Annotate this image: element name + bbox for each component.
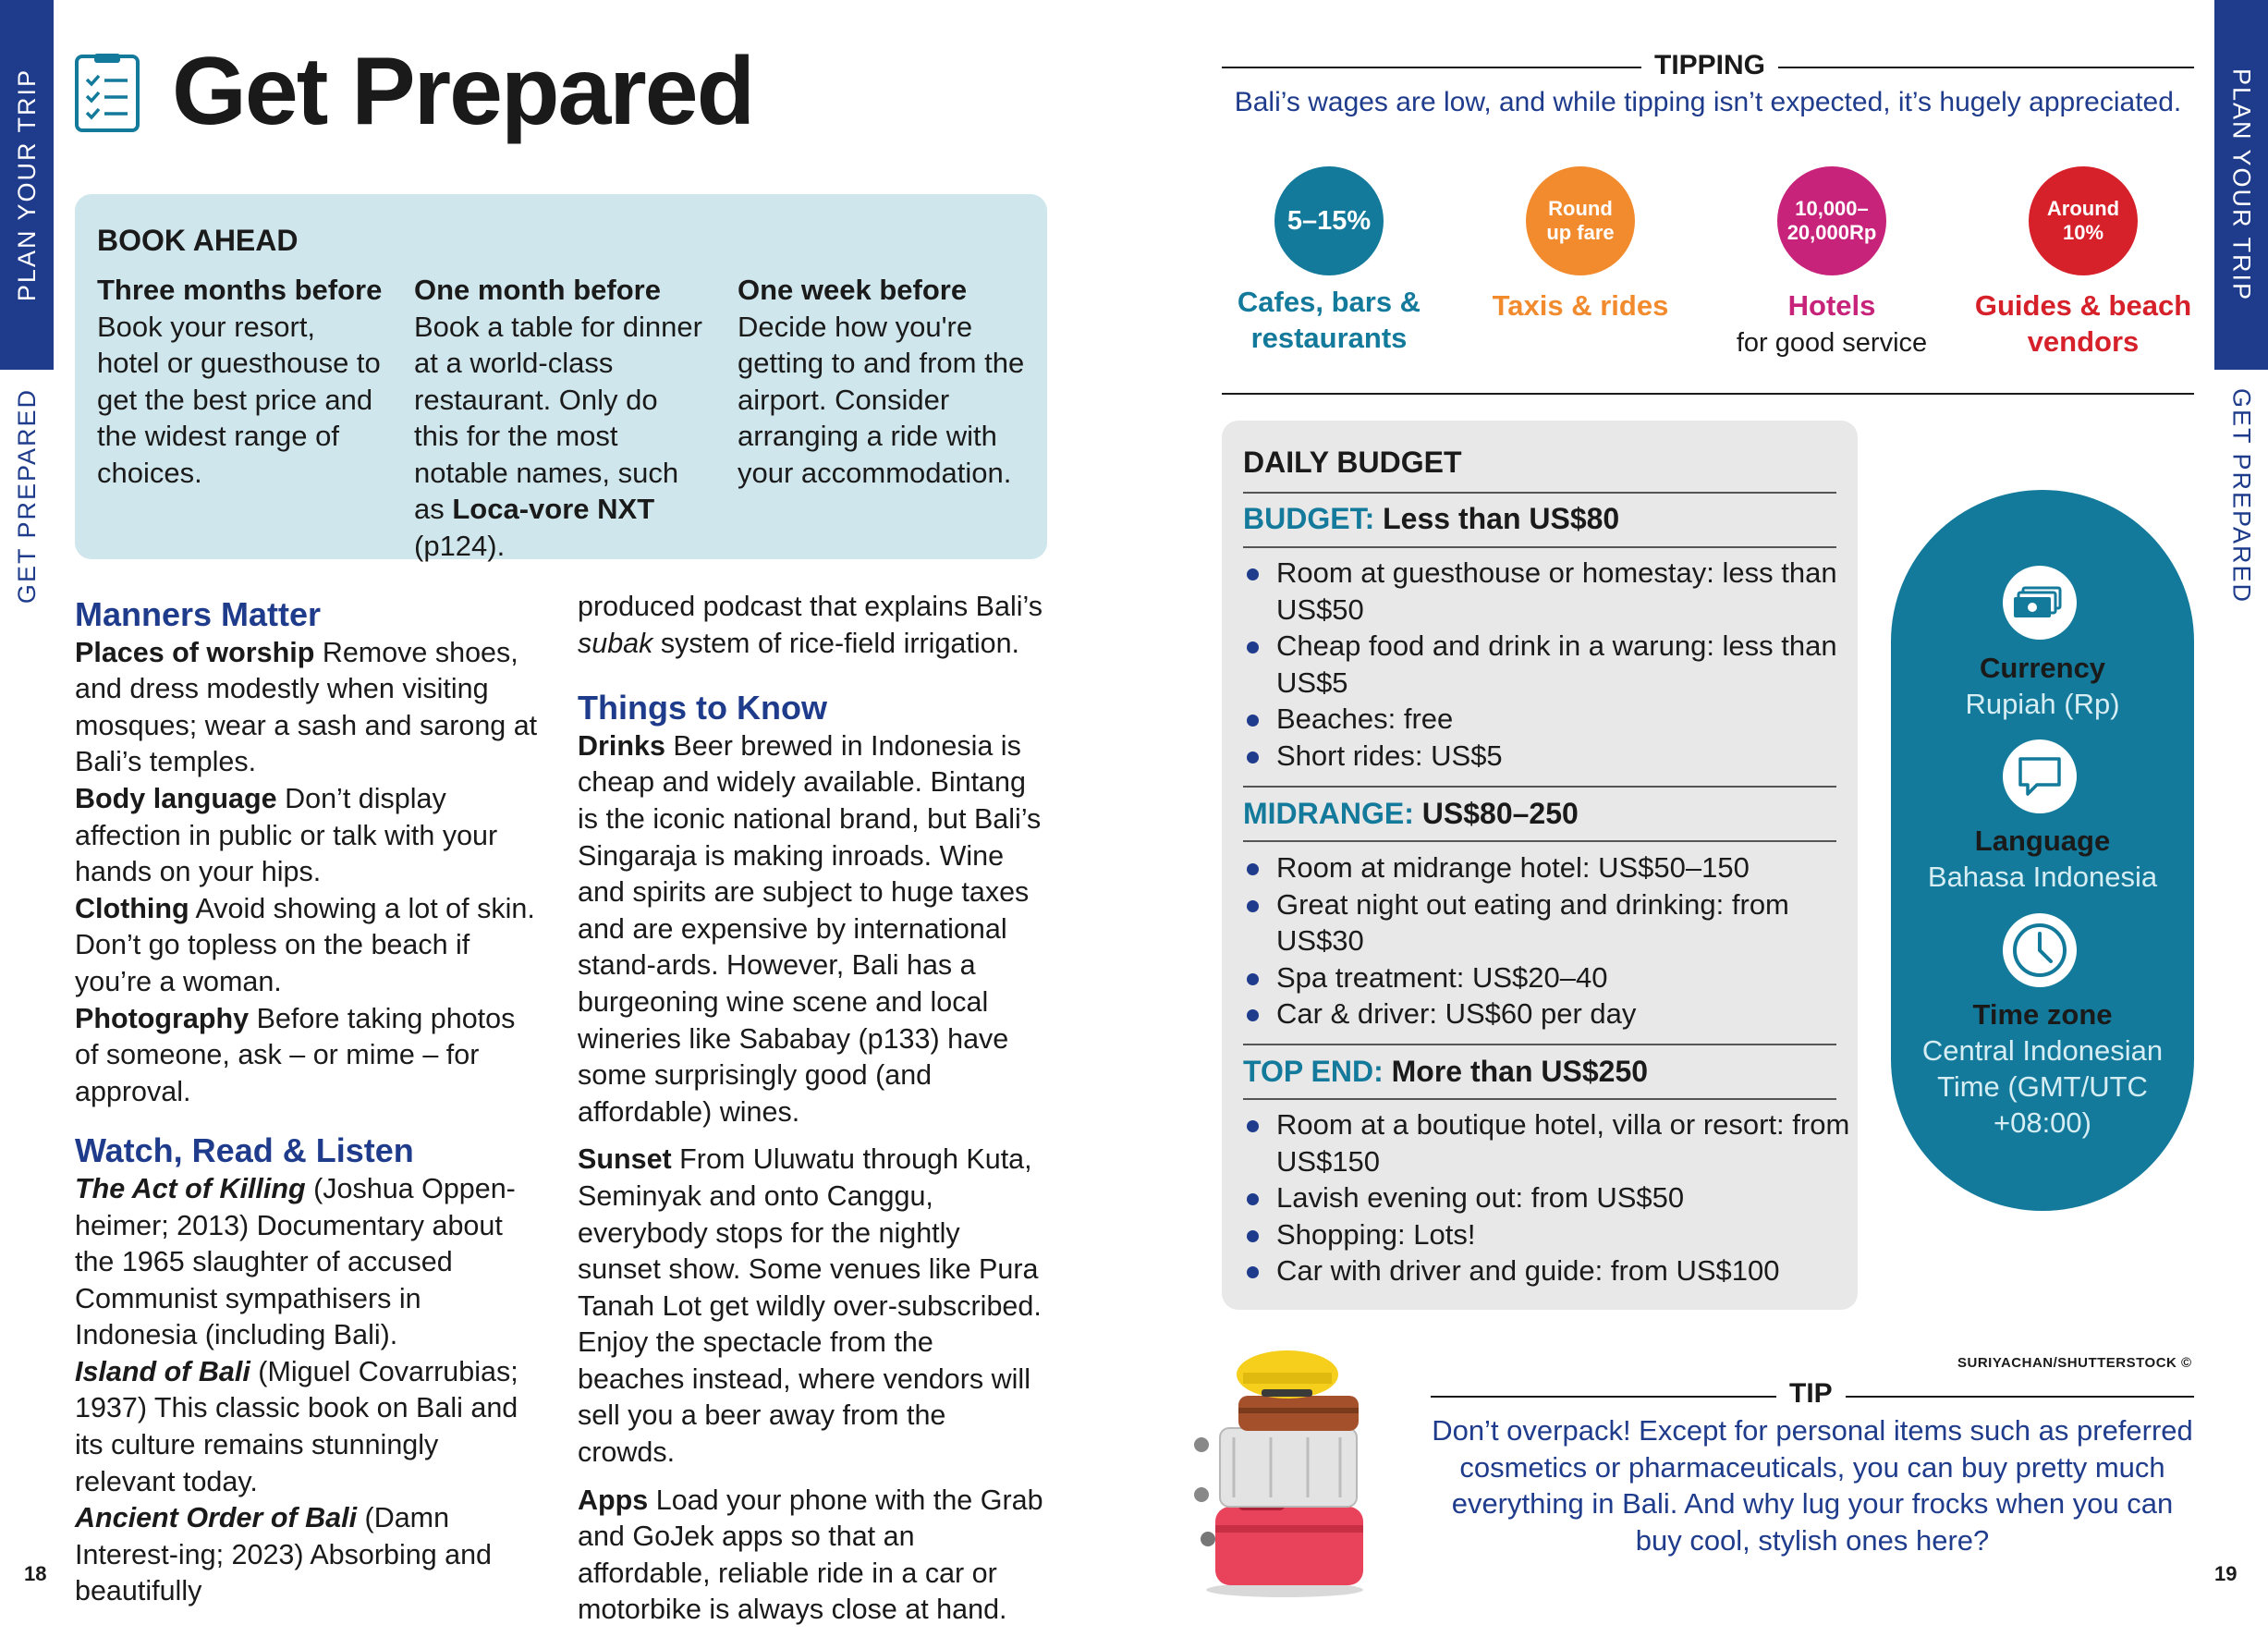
book-ahead-col-1-text: Book your resort, hotel or guesthouse to get the best price and the widest range of choices. xyxy=(97,310,381,489)
side-tab-plan-your-trip[interactable] xyxy=(0,0,54,370)
list-item: Cheap food and drink in a warung: less than US$5 xyxy=(1243,628,1853,701)
page-title: Get Prepared xyxy=(172,38,754,145)
tipping-bottom-rule xyxy=(1222,393,2194,395)
watch-term: The Act of Killing xyxy=(75,1172,306,1204)
manners-heading: Manners Matter xyxy=(75,595,322,633)
tip-label: Hotels xyxy=(1787,289,1876,322)
tip-label: Taxis & rides xyxy=(1492,289,1669,322)
tier-amount: More than US$250 xyxy=(1391,1055,1649,1088)
list-item: Lavish evening out: from US$50 xyxy=(1243,1179,1853,1216)
things-text: From Uluwatu through Kuta, Seminyak and onto Canggu, everybody stops for the nightly sunset show. Some venues like Pura Tanah Lot get wildly over-subscribed. Enjoy the spectacle from the beaches instead, where vendors will sell you a beer away from the crowds. xyxy=(578,1143,1042,1469)
tier-level: BUDGET: xyxy=(1243,502,1375,535)
tip-badge-text: 10,000–20,000Rp xyxy=(1786,197,1877,244)
page-number-left: 18 xyxy=(24,1562,47,1585)
manners-item xyxy=(75,1001,546,1111)
things-term: Apps xyxy=(578,1484,649,1516)
watch-cont-italic: subak xyxy=(578,627,653,659)
tip-badge xyxy=(1526,166,1635,275)
tip-badge-text: Round up fare xyxy=(1546,197,1615,244)
watch-cont-text: produced podcast that explains Bali’s xyxy=(578,591,1043,622)
list-item: Beaches: free xyxy=(1243,701,1853,738)
list-item: Room at midrange hotel: US$50–150 xyxy=(1243,849,1853,886)
things-item xyxy=(578,1483,1044,1629)
manners-item xyxy=(75,635,546,781)
list-item: Great night out eating and drinking: from US$30 xyxy=(1243,886,1853,959)
watch-continued xyxy=(578,589,1044,662)
things-text: Beer brewed in Indonesia is cheap and widely available. Bintang is the iconic national brand, but Bali’s Singaraja is making inroads. Wine and spirits are subject to huge taxes and are expensive by international stand-ards. However, Bali has a burgeoning wine scene and local wineries like Sababay (p133) have some surprisingly good (and affordable) wines. xyxy=(578,729,1042,1128)
watch-text: (Joshua Oppen-heimer; 2013) Documentary about the 1965 slaughter of accused Communist sympathisers in Indonesia (including Bali). xyxy=(75,1172,516,1351)
tip-badge xyxy=(1274,166,1384,275)
budget-tier-heading xyxy=(1243,502,1619,536)
tip-badge-text: 5–15% xyxy=(1286,205,1372,236)
fact-value: Central Indonesian Time (GMT/UTC +08:00) xyxy=(1921,1034,2164,1139)
fact-timezone xyxy=(1890,996,2195,1141)
tier-level: TOP END: xyxy=(1243,1055,1384,1088)
tipping-heading: TIPPING xyxy=(1641,50,1778,81)
speech-bubble-icon xyxy=(2003,739,2077,813)
list-item: Shopping: Lots! xyxy=(1243,1216,1853,1253)
manners-term: Body language xyxy=(75,782,277,814)
checklist-icon xyxy=(74,54,140,133)
tip-badge xyxy=(2029,166,2138,275)
tip-note: for good service xyxy=(1736,328,1928,358)
manners-item xyxy=(75,891,546,1001)
things-item xyxy=(578,1142,1044,1471)
manners-text: Avoid showing a lot of skin. Don’t go topless on the beach if you’re a woman. xyxy=(75,892,535,997)
manners-text: Remove shoes, and dress modestly when visiting mosques; wear a sash and sarong at Bali’s temples. xyxy=(75,636,538,778)
list-item: Car with driver and guide: from US$100 xyxy=(1243,1252,1853,1289)
fact-key: Currency xyxy=(1979,652,2106,684)
middle-column xyxy=(578,589,1044,1629)
fact-currency xyxy=(1890,650,2195,722)
side-tab-plan-your-trip-right[interactable] xyxy=(2214,0,2268,370)
budget-list xyxy=(1243,849,1853,1032)
book-ahead-heading: BOOK AHEAD xyxy=(97,224,299,257)
things-term: Sunset xyxy=(578,1143,672,1176)
list-item: Room at guesthouse or homestay: less than US$50 xyxy=(1243,555,1853,628)
book-ahead-col-3-heading: One week before xyxy=(738,274,968,306)
budget-divider xyxy=(1243,546,1836,548)
photo-credit: SURIYACHAN/SHUTTERSTOCK © xyxy=(1957,1355,2192,1371)
watch-text: (Damn Interest-ing; 2023) Absorbing and beautifully xyxy=(75,1502,493,1607)
things-item xyxy=(578,728,1044,1131)
tip-text: Don’t overpack! Except for personal items such as preferred cosmetics or pharmaceuticals, you can buy pretty much everything in Bali. And why lug your frocks when you can buy cool, stylish ones here? xyxy=(1432,1414,2193,1557)
budget-divider xyxy=(1243,1044,1836,1045)
book-ahead-col-1 xyxy=(97,272,384,491)
luggage-illustration xyxy=(1188,1345,1386,1599)
manners-term: Photography xyxy=(75,1002,250,1034)
book-ahead-col-2-ref: (p124). xyxy=(414,529,506,562)
list-item: Car & driver: US$60 per day xyxy=(1243,996,1853,1032)
list-item: Short rides: US$5 xyxy=(1243,738,1853,775)
things-text: Load your phone with the Grab and GoJek apps so that an affordable, reliable ride in a car or motorbike is always close at hand. xyxy=(578,1484,1043,1626)
watch-heading: Watch, Read & Listen xyxy=(75,1131,414,1170)
budget-divider xyxy=(1243,492,1836,494)
budget-divider xyxy=(1243,840,1836,842)
watch-term: Ancient Order of Bali xyxy=(75,1502,358,1534)
watch-cont-text: system of rice-field irrigation. xyxy=(660,627,1020,659)
book-ahead-col-2-text: Book a table for dinner at a world-class restaurant. Only do this for the most notable names, such as xyxy=(414,310,702,525)
list-item: Room at a boutique hotel, villa or resort: from US$150 xyxy=(1243,1106,1853,1179)
tier-amount: US$80–250 xyxy=(1421,797,1579,830)
book-ahead-col-2-heading: One month before xyxy=(414,274,661,306)
tip-label: Guides & beach vendors xyxy=(1974,289,2192,358)
budget-divider xyxy=(1243,1098,1836,1100)
side-tab-label: GET PREPARED xyxy=(2227,388,2256,605)
tip-heading: TIP xyxy=(1776,1378,1846,1410)
budget-tier-heading xyxy=(1243,797,1579,831)
budget-list xyxy=(1243,1106,1853,1289)
book-ahead-col-1-heading: Three months before xyxy=(97,274,383,306)
watch-item xyxy=(75,1500,546,1610)
fact-key: Time zone xyxy=(1972,998,2113,1031)
manners-text: Don’t display affection in public or talk with your hands on your hips. xyxy=(75,782,498,888)
side-tab-label: PLAN YOUR TRIP xyxy=(12,67,41,302)
tip-label: Cafes, bars & restaurants xyxy=(1237,286,1421,354)
fact-value: Bahasa Indonesia xyxy=(1927,861,2158,893)
page-number-right: 19 xyxy=(2214,1562,2238,1585)
watch-text: (Miguel Covarrubias; 1937) This classic book on Bali and its culture remains stunningly relevant today. xyxy=(75,1355,518,1497)
things-term: Drinks xyxy=(578,729,665,762)
book-ahead-col-3-text: Decide how you're getting to and from the airport. Consider arranging a ride with your accommodation. xyxy=(738,310,1025,489)
book-ahead-col-3 xyxy=(738,272,1026,491)
clock-icon xyxy=(2003,913,2077,987)
money-icon xyxy=(2003,566,2077,640)
manners-text: Before taking photos of someone, ask – or mime – for approval. xyxy=(75,1002,516,1107)
side-tab-get-prepared-right[interactable] xyxy=(2214,372,2268,621)
fact-language xyxy=(1890,823,2195,895)
side-tab-label: GET PREPARED xyxy=(12,388,41,605)
tip-badge xyxy=(1777,166,1886,275)
side-tab-get-prepared[interactable] xyxy=(0,372,54,621)
tipping-subtitle: Bali’s wages are low, and while tipping isn’t expected, it’s hugely appreciated. xyxy=(1234,87,2182,117)
locavore-link[interactable]: Loca-vore NXT xyxy=(452,493,655,525)
budget-tier-heading xyxy=(1243,1055,1648,1089)
tier-level: MIDRANGE: xyxy=(1243,797,1414,830)
watch-item xyxy=(75,1171,546,1354)
watch-term: Island of Bali xyxy=(75,1355,250,1387)
left-column xyxy=(75,596,546,1610)
budget-list xyxy=(1243,555,1853,774)
budget-heading: DAILY BUDGET xyxy=(1243,446,1462,479)
side-tab-label: PLAN YOUR TRIP xyxy=(2227,67,2256,302)
budget-divider xyxy=(1243,786,1836,788)
watch-item xyxy=(75,1354,546,1500)
manners-term: Clothing xyxy=(75,892,189,924)
tier-amount: Less than US$80 xyxy=(1383,502,1620,535)
fact-key: Language xyxy=(1974,825,2111,857)
fact-value: Rupiah (Rp) xyxy=(1965,688,2120,720)
tip-badge-text: Around 10% xyxy=(2046,197,2120,244)
things-heading: Things to Know xyxy=(578,689,827,727)
manners-term: Places of worship xyxy=(75,636,315,668)
manners-item xyxy=(75,781,546,891)
book-ahead-col-2 xyxy=(414,272,705,564)
list-item: Spa treatment: US$20–40 xyxy=(1243,959,1853,996)
